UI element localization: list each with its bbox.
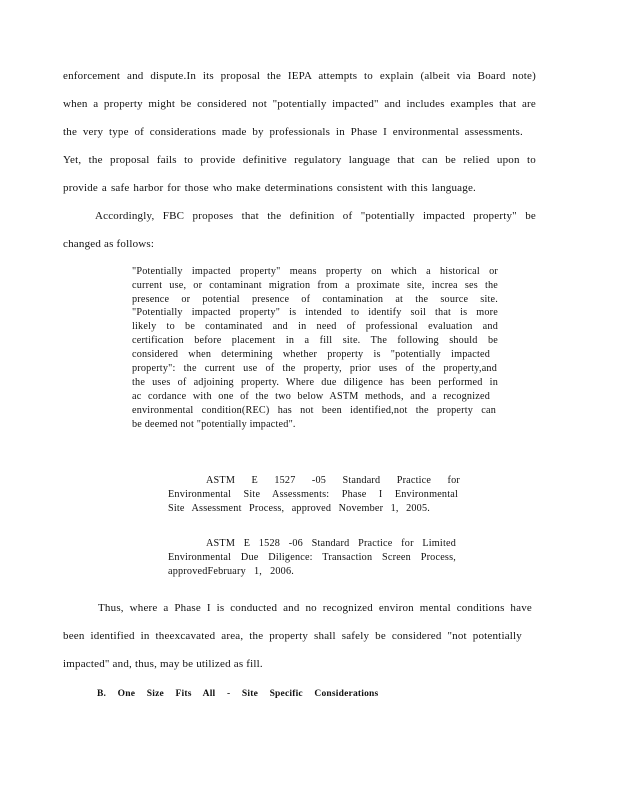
paragraph-3-line-2: been identified in theexcavated area, the property shall safely be considered "not potentially (63, 630, 522, 642)
quote-line-4: "Potentially impacted property" is intended to identify soil that is more (132, 307, 498, 318)
paragraph-1-line-5: provide a safe harbor for those who make determinations consistent with this language. (63, 182, 476, 194)
astm-2-line-1: ASTM E 1528 -06 Standard Practice for Limited (206, 538, 456, 549)
quote-line-6: certification before placement in a fill site. The following should be (132, 335, 498, 346)
paragraph-1-line-2: when a property might be considered not "potentially impacted" and includes examples that are (63, 98, 536, 110)
quote-line-8: property": the current use of the property, prior uses of the property,and (132, 363, 497, 374)
paragraph-1-line-4: Yet, the proposal fails to provide definitive regulatory language that can be relied upon to (63, 154, 536, 166)
paragraph-2-line-2: changed as follows: (63, 238, 155, 250)
astm-1-line-2: Environmental Site Assessments: Phase I Environmental (168, 489, 458, 500)
section-heading: B. One Size Fits All - Site Specific Considerations (97, 689, 379, 699)
astm-1-line-1: ASTM E 1527 -05 Standard Practice for (206, 475, 460, 486)
paragraph-3-line-1: Thus, where a Phase I is conducted and no recognized environ mental conditions have (98, 602, 532, 614)
paragraph-2-line-1: Accordingly, FBC proposes that the definition of "potentially impacted property" be (95, 210, 536, 222)
quote-line-5: likely to be contaminated and in need of professional evaluation and (132, 321, 498, 332)
quote-line-12: be deemed not "potentially impacted". (132, 419, 296, 430)
quote-line-7: considered when determining whether property is "potentially impacted (132, 349, 490, 360)
quote-line-2: current use, or contaminant migration from a proximate site, increa ses the (132, 280, 498, 291)
quote-line-9: the uses of adjoining property. Where due diligence has been performed in (132, 377, 498, 388)
astm-2-line-3: approvedFebruary 1, 2006. (168, 566, 294, 577)
paragraph-1-line-3: the very type of considerations made by professionals in Phase I environmental assessments. (63, 126, 523, 138)
quote-line-3: presence or potential presence of contamination at the source site. (132, 294, 498, 305)
astm-2-line-2: Environmental Due Diligence: Transaction Screen Process, (168, 552, 456, 563)
astm-1-line-3: Site Assessment Process, approved November 1, 2005. (168, 503, 430, 514)
quote-line-10: ac cordance with one of the two below ASTM methods, and a recognized (132, 391, 490, 402)
quote-line-11: environmental condition(REC) has not been identified,not the property can (132, 405, 496, 416)
paragraph-3-line-3: impacted" and, thus, may be utilized as fill. (63, 658, 263, 670)
paragraph-1-line-1: enforcement and dispute.In its proposal the IEPA attempts to explain (albeit via Board note) (63, 70, 536, 82)
quote-line-1: "Potentially impacted property" means property on which a historical or (132, 266, 498, 277)
